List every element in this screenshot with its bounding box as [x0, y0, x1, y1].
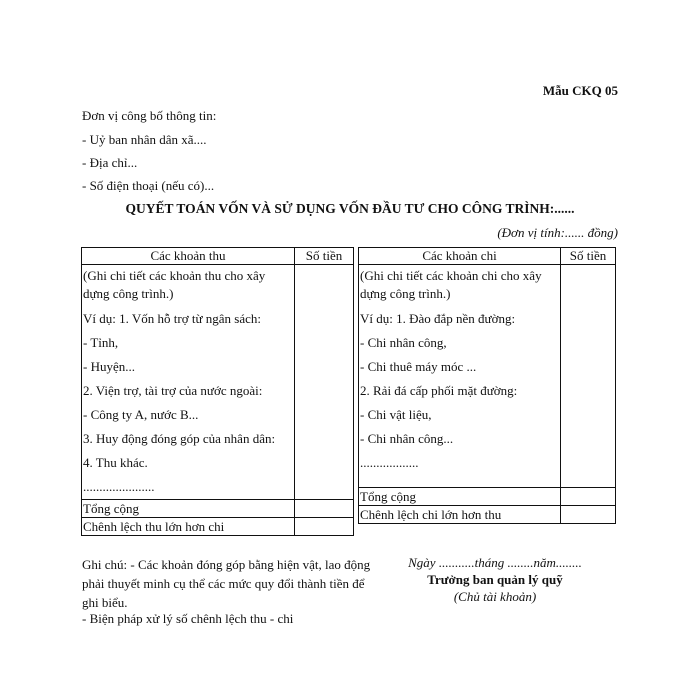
income-item: - Công ty A, nước B... — [83, 407, 199, 422]
publishing-unit-label: Đơn vị công bố thông tin: — [82, 108, 217, 123]
income-item: 2. Viện trợ, tài trợ của nước ngoài: — [83, 383, 263, 398]
form-code: Mẫu CKQ 05 — [542, 83, 618, 98]
expense-item: - Chi thuê máy móc ... — [360, 359, 477, 374]
income-table — [81, 247, 354, 536]
income-item: 4. Thu khác. — [83, 455, 148, 470]
income-item: 3. Huy động đóng góp của nhân dân: — [83, 431, 276, 446]
expense-diff-amount[interactable] — [561, 506, 616, 524]
income-header-amount: Số tiền — [295, 248, 354, 265]
document-title: QUYẾT TOÁN VỐN VÀ SỬ DỤNG VỐN ĐẦU TƯ CHO CÔNG TRÌNH:...... — [125, 201, 575, 216]
expense-table — [358, 247, 616, 524]
income-item: Ví dụ: 1. Vốn hỗ trợ từ ngân sách: — [83, 311, 261, 326]
date-line: Ngày ...........tháng ........năm........ — [408, 555, 582, 570]
expense-item: - Chi vật liệu, — [360, 407, 432, 422]
expense-item: 2. Rải đá cấp phối mặt đường: — [360, 383, 518, 398]
signer-subtitle: (Chủ tài khoản) — [453, 589, 537, 604]
expense-diff-label: Chênh lệch chi lớn hơn thu — [359, 506, 561, 524]
commune-committee-line: - Uỷ ban nhân dân xã.... — [82, 132, 207, 147]
income-item: - Huyện... — [83, 359, 135, 374]
income-item: - Tỉnh, — [83, 335, 119, 350]
address-line: - Địa chỉ... — [82, 155, 138, 170]
signer-title: Trưởng ban quản lý quỹ — [427, 572, 563, 587]
expense-header-amount: Số tiền — [561, 248, 616, 265]
income-header-items: Các khoản thu — [82, 248, 295, 265]
phone-line: - Số điện thoại (nếu có)... — [82, 178, 215, 193]
expense-total-amount[interactable] — [561, 488, 616, 506]
expense-total-label: Tổng cộng — [359, 488, 561, 506]
expense-header-items: Các khoản chi — [359, 248, 561, 265]
income-items-cell — [82, 265, 295, 500]
currency-unit-note: (Đơn vị tính:...... đồng) — [497, 225, 618, 240]
expense-item: - Chi nhân công... — [360, 431, 454, 446]
income-diff-amount[interactable] — [295, 518, 354, 536]
income-total-amount[interactable] — [295, 500, 354, 518]
difference-handling-note: - Biện pháp xử lý số chênh lệch thu - chi — [82, 611, 294, 626]
expense-amount-cell[interactable] — [561, 265, 616, 488]
expense-intro: (Ghi chi tiết các khoản chi cho xây dựng công trình.) — [360, 268, 542, 301]
income-intro: (Ghi chi tiết các khoản thu cho xây dựng công trình.) — [83, 268, 266, 301]
expense-item: - Chi nhân công, — [360, 335, 447, 350]
income-item: ...................... — [83, 479, 155, 494]
income-diff-label: Chênh lệch thu lớn hơn chi — [82, 518, 295, 536]
expense-item: .................. — [360, 455, 419, 470]
expense-item: Ví dụ: 1. Đào đắp nền đường: — [360, 311, 516, 326]
income-amount-cell[interactable] — [295, 265, 354, 500]
expense-items-cell — [359, 265, 561, 488]
footnote: Ghi chú: - Các khoản đóng góp bằng hiện vật, lao động phải thuyết minh cụ thể các mức quy đổi thành tiền để ghi biểu. — [82, 557, 371, 610]
income-total-label: Tổng cộng — [82, 500, 295, 518]
